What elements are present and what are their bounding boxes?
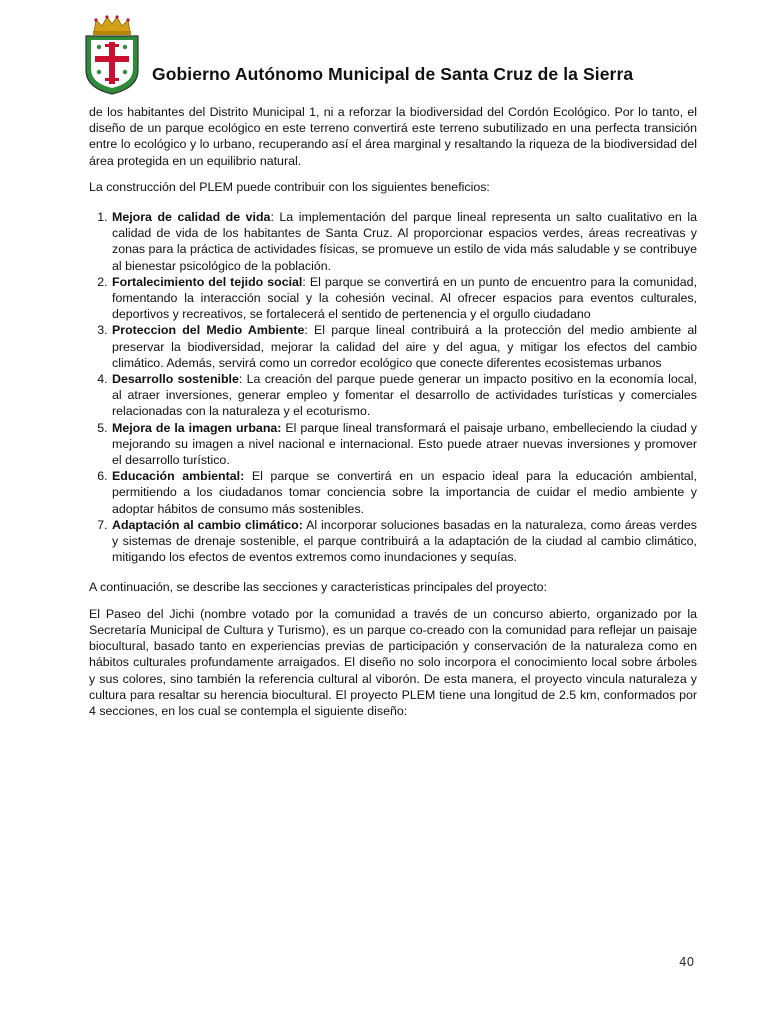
benefit-text: : La implementación del parque lineal representa un salto cualitativo en la calidad de vida de los habitantes de Santa Cruz. Al proporcionar espacios verdes, áreas recreativas y zonas para la práctica de actividades físicas, se promueve un estilo de vida más saludable y se contribuye al bienestar psicológico de la población. xyxy=(112,210,697,273)
benefits-intro: La construcción del PLEM puede contribuir con los siguientes beneficios: xyxy=(89,179,490,194)
benefit-text: : La creación del parque puede generar un impacto positivo en la economía local, al atraer inversiones, generar empleo y fomentar el desarrollo de actividades turísticas y comerciales relacionadas con la naturaleza y el ecoturismo. xyxy=(112,372,697,419)
benefit-title: Proteccion del Medio Ambiente xyxy=(112,323,305,338)
benefit-text: Al incorporar soluciones basadas en la naturaleza, como áreas verdes y sistemas de drenaje sostenible, el parque contribuirá a la adaptación de la ciudad al cambio climático, mitigando los efectos de eventos extremos como inundaciones y sequías. xyxy=(112,517,697,565)
final-paragraph: El Paseo del Jichi (nombre votado por la comunidad a través de un concurso abierto, organizado por la Secretaría Municipal de Cultura y Turismo), es un parque co-creado con la comunidad para reflejar un paisaje biocultural, basado tanto en experiencias previas de participación y conservación de la naturaleza como en hábitos culturales profundamente arraigados. El diseño no solo incorpora el conocimiento local sobre árboles y sus colores, sino también la referencia cultural al viborón. De esta manera, el proyecto vincula naturaleza y cultura para resaltar su herencia biocultural. El proyecto PLEM tiene una longitud de 2.5 km, conformados por 4 secciones, en los cual se contempla el siguiente diseño: xyxy=(89,606,697,718)
benefits-list xyxy=(89,209,697,565)
benefit-title: Educación ambiental: xyxy=(112,469,245,484)
benefit-text: El parque se convertirá en un espacio ideal para la educación ambiental, permitiendo a los ciudadanos tomar conciencia sobre la importancia de cuidar el medio ambiente y adoptar hábitos de consumo más sostenibles. xyxy=(112,469,697,516)
benefit-text: : El parque se convertirá en un punto de encuentro para la comunidad, fomentando la interacción social y la cohesión vecinal. Al ofrecer espacios para eventos culturales, deportivos y recreativos, se fortalecerá el sentido de pertenencia y el orgullo ciudadano xyxy=(112,274,698,322)
intro-paragraph: de los habitantes del Distrito Municipal 1, ni a reforzar la biodiversidad del Cordón Ecológico. Por lo tanto, el diseño de un parque ecológico en este terreno convertirá este terreno subutilizado en una perfecta transición entre lo ecológico y lo urbano, recuperando así el área marginal y resaltando la riqueza de la biodiversidad del área protegida en un equilibrio natural. xyxy=(89,105,697,168)
benefit-text: : El parque lineal contribuirá a la protección del medio ambiente al preservar la biodiversidad, mejorar la calidad del aire y del agua, y mitigar los efectos del cambio climático. Además, servirá como un corredor ecológico que conecte diferentes ecosistemas urbanos xyxy=(112,323,697,370)
list-item xyxy=(111,517,697,566)
document-header xyxy=(82,14,702,98)
list-item xyxy=(111,322,697,371)
benefit-title: Adaptación al cambio climático: xyxy=(112,517,303,532)
document-body xyxy=(89,104,697,729)
benefit-title: Mejora de calidad de vida xyxy=(112,210,271,225)
list-item xyxy=(111,420,697,469)
organization-title: Gobierno Autónomo Municipal de Santa Cruz de la Sierra xyxy=(152,64,634,84)
benefit-title: Fortalecimiento del tejido social xyxy=(112,274,303,289)
list-item xyxy=(111,274,697,323)
list-item xyxy=(111,371,697,420)
benefit-title: Mejora de la imagen urbana: xyxy=(112,420,282,435)
list-item xyxy=(111,209,697,274)
benefit-title: Desarrollo sostenible xyxy=(112,372,239,387)
sections-intro: A continuación, se describe las secciones y caracteristicas principales del proyecto: xyxy=(89,580,547,595)
benefit-text: El parque lineal transformará el paisaje urbano, embelleciendo la ciudad y mejorando su imagen a nivel nacional e internacional. Esto puede atraer nuevas inversiones y promover el desarrollo turístico. xyxy=(112,420,697,468)
page-number: 40 xyxy=(679,955,695,969)
list-item xyxy=(111,468,697,517)
municipal-coat-of-arms-icon xyxy=(82,14,142,96)
